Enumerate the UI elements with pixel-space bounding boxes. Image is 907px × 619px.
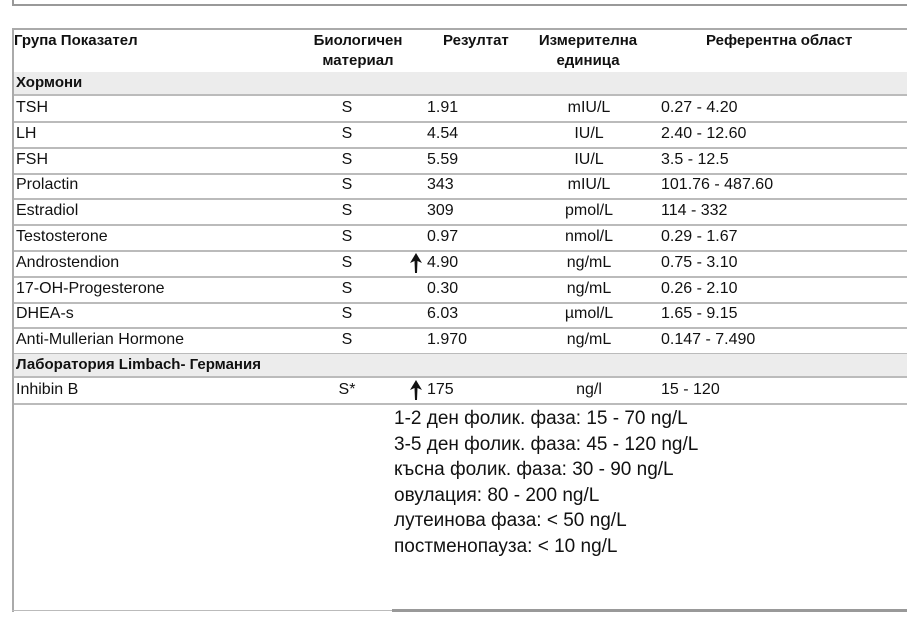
unit: nmol/L (564, 228, 614, 245)
unit: IU/L (574, 124, 604, 142)
material: S (341, 253, 353, 271)
header-group: Група Показател (14, 32, 138, 49)
header-unit: Измерителна единица (538, 32, 638, 69)
test-name: Anti-Mullerian Hormone (16, 331, 185, 349)
result-value: 0.30 (427, 279, 459, 297)
unit: ng/l (576, 381, 602, 398)
reference-range: 0.75 - 3.10 (661, 253, 738, 271)
test-name: Inhibin B (16, 381, 79, 398)
material: S (341, 279, 353, 297)
result-value: 4.54 (427, 124, 459, 142)
reference-note: 3-5 ден фолик. фаза: 45 - 120 ng/L (394, 433, 699, 455)
arrow-up-icon (410, 253, 422, 278)
material: S (341, 331, 353, 349)
test-name: 17-OH-Progesterone (16, 279, 165, 297)
unit: mIU/L (567, 99, 611, 116)
reference-range: 0.27 - 4.20 (661, 99, 738, 116)
table-row (14, 251, 907, 278)
section-title: Лаборатория Limbach- Германия (16, 356, 261, 373)
test-name: DHEA-s (16, 305, 74, 323)
result-value: 4.90 (427, 253, 459, 271)
reference-range: 0.26 - 2.10 (661, 279, 738, 297)
unit: ng/mL (566, 279, 612, 297)
unit: ng/mL (566, 331, 612, 349)
unit: µmol/L (564, 305, 614, 323)
material: S (341, 150, 353, 168)
reference-range: 15 - 120 (661, 381, 720, 398)
test-name: Estradiol (16, 202, 79, 220)
material: S (341, 124, 353, 142)
material: S (341, 305, 353, 323)
result-value: 5.59 (427, 150, 459, 168)
result-value: 1.970 (427, 331, 468, 349)
table-row (14, 148, 907, 175)
material: S (341, 99, 353, 116)
reference-range: 3.5 - 12.5 (661, 150, 729, 168)
reference-range: 0.147 - 7.490 (661, 331, 756, 349)
section-title: Хормони (16, 74, 83, 91)
reference-note: постменопауза: < 10 ng/L (394, 535, 618, 557)
material: S (341, 228, 353, 245)
arrow-up-icon (410, 380, 422, 405)
header-result: Резултат (443, 32, 509, 49)
reference-note: късна фолик. фаза: 30 - 90 ng/L (394, 459, 674, 480)
test-name: LH (16, 124, 37, 142)
divider (392, 609, 907, 612)
table-row (14, 378, 907, 405)
test-name: Testosterone (16, 228, 108, 245)
result-value: 6.03 (427, 305, 459, 323)
result-value: 0.97 (427, 228, 459, 245)
inhibin-reference-notes (394, 406, 698, 559)
reference-range: 2.40 - 12.60 (661, 124, 747, 142)
header-reference: Референтна област (706, 32, 853, 49)
result-value: 309 (427, 202, 454, 220)
reference-range: 0.29 - 1.67 (661, 228, 738, 245)
table-row (14, 225, 907, 252)
unit: mIU/L (567, 176, 611, 194)
test-name: Prolactin (16, 176, 79, 194)
test-name: TSH (16, 99, 48, 116)
result-value: 343 (427, 176, 454, 194)
section-header (14, 354, 907, 378)
test-name: Androstendion (16, 253, 120, 271)
table-row (14, 173, 907, 200)
test-name: FSH (16, 150, 48, 168)
material: S (341, 202, 353, 220)
table-row (14, 96, 907, 123)
reference-range: 101.76 - 487.60 (661, 176, 774, 194)
table-row (14, 328, 907, 355)
table-row (14, 122, 907, 149)
divider (12, 610, 392, 611)
table-row (14, 277, 907, 304)
reference-range: 1.65 - 9.15 (661, 305, 738, 323)
table-row (14, 199, 907, 226)
reference-note: овулация: 80 - 200 ng/L (394, 484, 600, 506)
header-material: Биологичен материал (313, 32, 403, 69)
material: S* (338, 381, 356, 398)
material: S (341, 176, 353, 194)
reference-note: лутеинова фаза: < 50 ng/L (394, 510, 627, 531)
unit: ng/mL (566, 253, 612, 271)
result-value: 1.91 (427, 99, 459, 116)
unit: pmol/L (564, 202, 614, 220)
top-box (12, 0, 907, 6)
table-row (14, 302, 907, 329)
section-header (14, 72, 907, 96)
reference-range: 114 - 332 (661, 202, 728, 220)
unit: IU/L (574, 150, 604, 168)
reference-note: 1-2 ден фолик. фаза: 15 - 70 ng/L (394, 408, 688, 429)
result-value: 175 (427, 381, 454, 398)
